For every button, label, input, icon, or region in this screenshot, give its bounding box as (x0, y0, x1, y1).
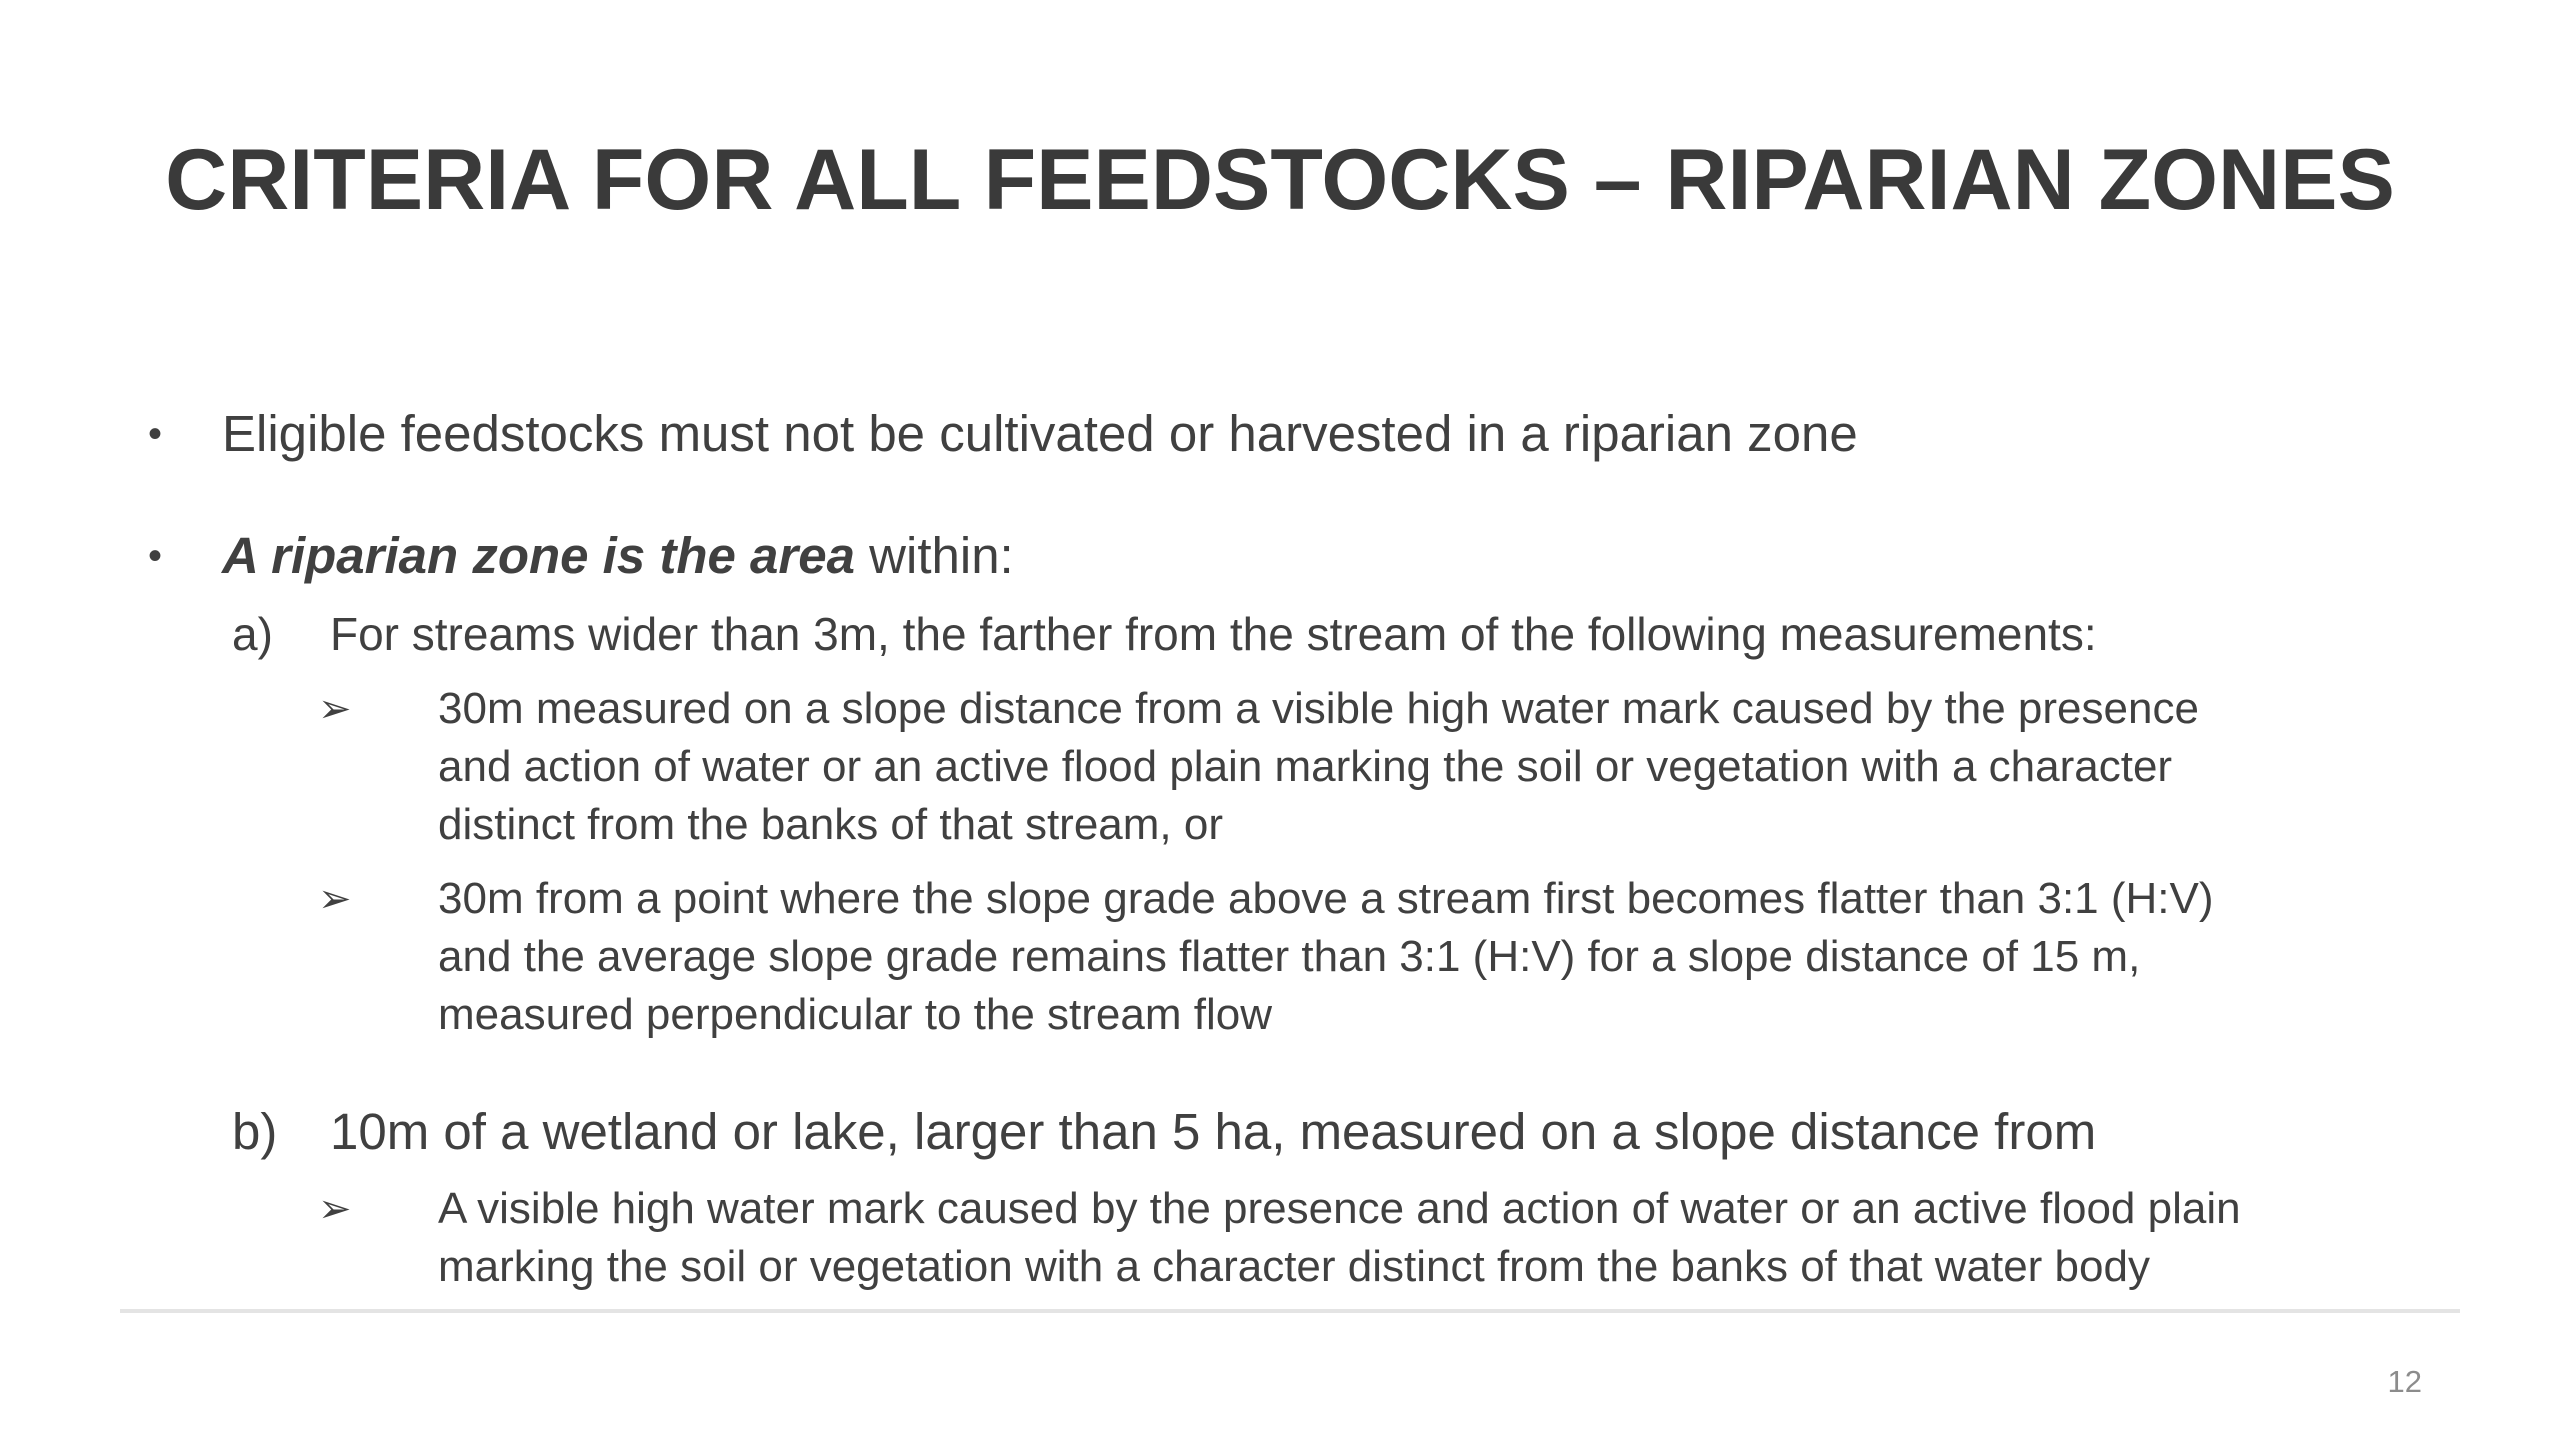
bullet-text-rest: within: (855, 527, 1014, 584)
arrow-point-text (438, 870, 2438, 1044)
arrow-point-line: measured perpendicular to the stream flow (438, 990, 1272, 1039)
arrow-point-line: A visible high water mark caused by the presence and action of water or an active flood plain (438, 1184, 2241, 1233)
arrow-point-line: distinct from the banks of that stream, or (438, 800, 1223, 849)
arrow-marker-icon: ➢ (318, 1187, 352, 1231)
arrow-point-line: 30m measured on a slope distance from a visible high water mark caused by the presence (438, 684, 2199, 733)
page-number: 12 (2387, 1364, 2422, 1399)
arrow-point-line: and action of water or an active flood plain marking the soil or vegetation with a character (438, 742, 2173, 791)
sub-item-text: For streams wider than 3m, the farther from the stream of the following measurements: (330, 608, 2097, 660)
arrow-point-text (438, 1180, 2438, 1296)
arrow-point-line: 30m from a point where the slope grade above a stream first becomes flatter than 3:1 (H:V) (438, 874, 2214, 923)
sub-item-text: 10m of a wetland or lake, larger than 5 ha, measured on a slope distance from (330, 1103, 2097, 1160)
bullet-text: Eligible feedstocks must not be cultivated or harvested in a riparian zone (222, 405, 1858, 462)
arrow-marker-icon: ➢ (318, 877, 352, 921)
bullet-text (222, 526, 1014, 586)
bullet-marker: • (148, 412, 163, 456)
arrow-point-text (438, 680, 2438, 854)
sub-item-marker: a) (232, 608, 273, 660)
bullet-emphasis: A riparian zone is the area (222, 527, 855, 584)
bullet-marker: • (148, 534, 163, 578)
arrow-point-line: marking the soil or vegetation with a character distinct from the banks of that water body (438, 1242, 2150, 1291)
arrow-point-line: and the average slope grade remains flatter than 3:1 (H:V) for a slope distance of 15 m, (438, 932, 2141, 981)
slide-title: CRITERIA FOR ALL FEEDSTOCKS – RIPARIAN ZONES (165, 132, 2395, 228)
footer-divider (120, 1309, 2460, 1313)
arrow-marker-icon: ➢ (318, 687, 352, 731)
sub-item-marker: b) (232, 1103, 278, 1160)
